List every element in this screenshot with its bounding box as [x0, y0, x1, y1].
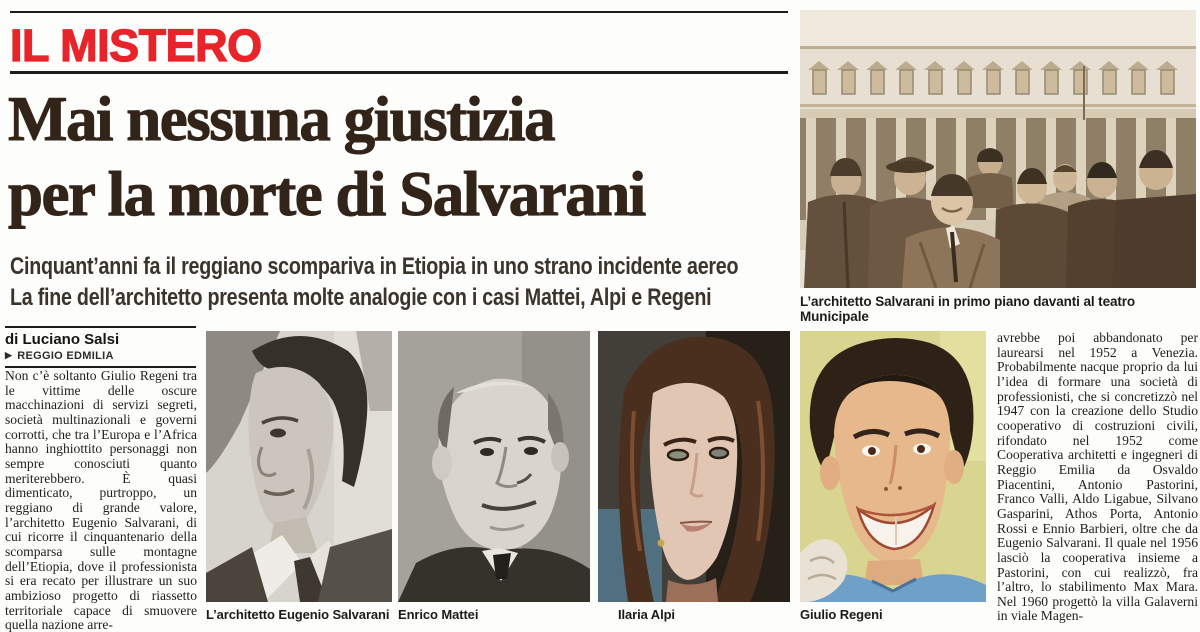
headline-line-1: Mai nessuna giustizia: [8, 84, 555, 154]
portrait-salvarani-caption: L’architetto Eugenio Salvarani: [206, 607, 390, 622]
main-photo: [800, 10, 1196, 288]
kicker-label: IL MISTERO: [10, 20, 262, 71]
byline-author: di Luciano Salsi: [5, 331, 120, 348]
portrait-regeni-caption: Giulio Regeni: [800, 607, 883, 622]
byline-rule-bottom: [5, 366, 196, 368]
byline-location: [5, 350, 196, 362]
article-body-left-column: Non c’è soltanto Giulio Regeni tra le vittime delle oscure macchinazioni di servizi segreti, società multinazionali e governi corrotti, che tra l’Europa e l’Africa hanno inghiottito personaggi non sempre conosciuti quanto meriterebbero. È quasi dimenticato, purtroppo, un reggiano di grande valore, l’architetto Eugenio Salvarani, di cui ricorre il cinquantenario della scomparsa sulle montagne dell’Etiopia, dove il professionista si era recato per illustrare un suo ambizioso progetto di riassetto territoriale capace di smuovere quella nazione arre-: [5, 369, 197, 632]
standfirst-line-1: Cinquant’anni fa il reggiano scompariva in Etiopia in uno strano incidente aereo: [10, 253, 739, 280]
location-marker-icon: ▶: [5, 350, 13, 360]
standfirst-line-2: La fine dell’architetto presenta molte analogie con i casi Mattei, Alpi e Regeni: [10, 284, 712, 311]
portrait-alpi-caption: Ilaria Alpi: [618, 607, 675, 622]
portrait-alpi: [598, 331, 790, 602]
portrait-mattei-caption: Enrico Mattei: [398, 607, 479, 622]
portrait-regeni: [800, 331, 986, 602]
portrait-mattei-image: [398, 331, 590, 602]
byline-location-label: REGGIO EDMILIA: [17, 350, 114, 362]
portrait-mattei: [398, 331, 590, 602]
portrait-alpi-image: [598, 331, 790, 602]
main-photo-caption: L’architetto Salvarani in primo piano davanti al teatro Municipale: [800, 294, 1136, 324]
kicker-rule-top: [10, 11, 788, 13]
main-photo-image: [800, 10, 1196, 288]
kicker-rule-bottom: [10, 71, 788, 74]
standfirst: [10, 251, 797, 313]
byline-rule-top: [5, 326, 196, 328]
portrait-salvarani: [206, 331, 392, 602]
portrait-regeni-image: [800, 331, 986, 602]
headline-line-2: per la morte di Salvarani: [8, 159, 645, 229]
article-body-right-column: avrebbe poi abbandonato per laurearsi nel 1952 a Venezia. Probabilmente nacque proprio da lui l’idea di formare una società di professionisti, che si concretizzò nel 1947 con la creazione dello Studio cooperativo di costruzioni civili, rifondato nel 1952 come Cooperativa architetti e ingegneri di Reggio Emilia da Osvaldo Piacentini, Antonio Pastorini, Franco Valli, Aldo Ligabue, Silvano Gasparini, Athos Porta, Antonio Rossi e Ennio Barbieri, oltre che da Eugenio Salvarani. Il quale nel 1956 lasciò la cooperativa insieme a Pastorini, con cui realizzò, fra l’altro, lo stabilimento Max Mara. Nel 1960 progettò la villa Galaverni in viale Magen-: [997, 331, 1198, 624]
portrait-salvarani-image: [206, 331, 392, 602]
headline: [8, 82, 798, 232]
